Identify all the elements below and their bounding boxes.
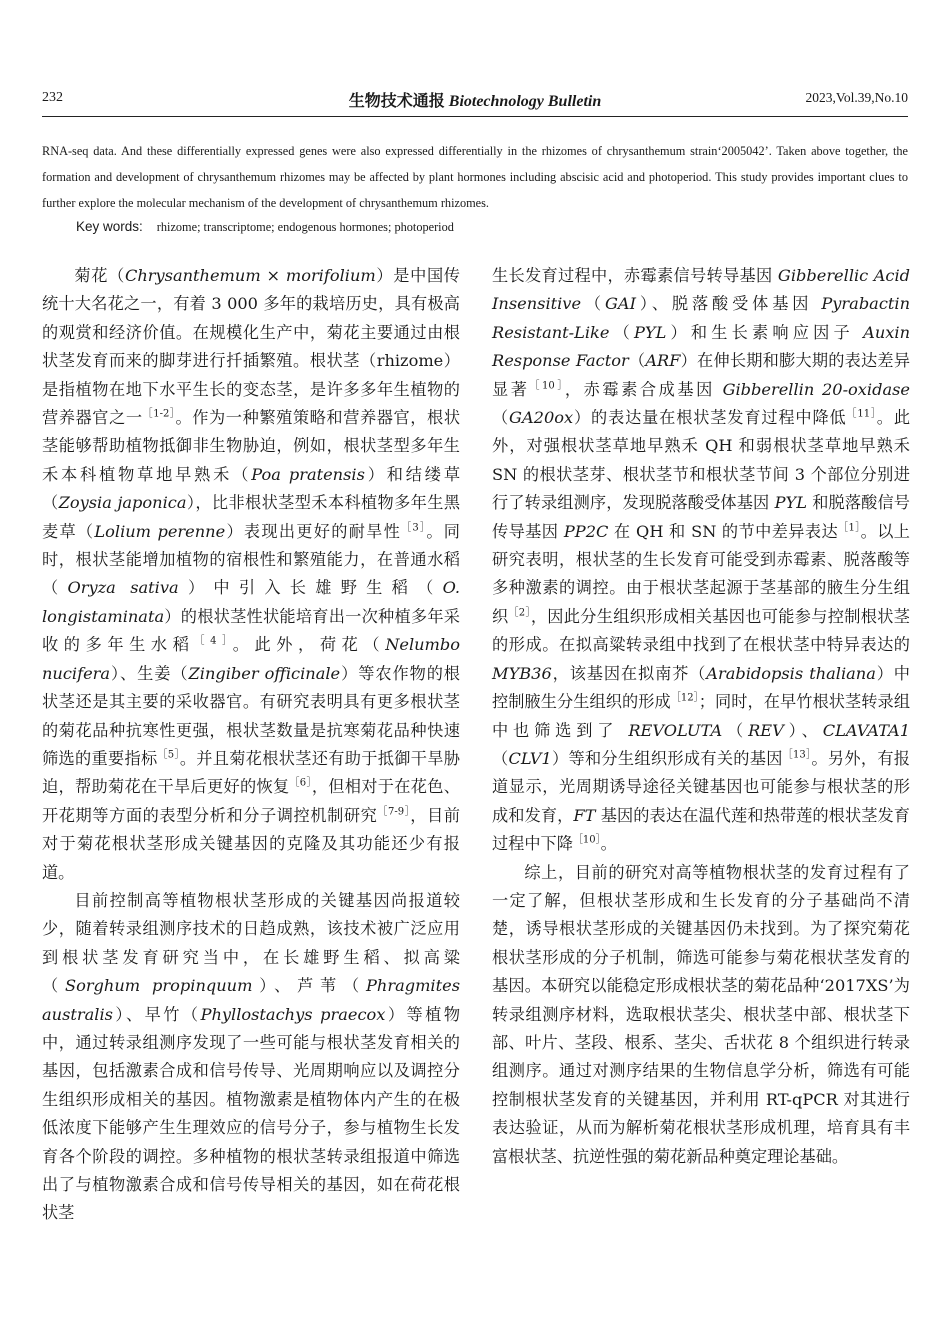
citation: ［1］ xyxy=(838,522,861,534)
page-number: 232 xyxy=(42,90,63,105)
abstract-english xyxy=(42,138,908,216)
citation: ［4］ xyxy=(194,635,233,647)
citation: ［10］ xyxy=(529,380,565,392)
citation: ［12］ xyxy=(670,692,699,704)
body-column-left xyxy=(42,262,460,1228)
issue-info: 2023,Vol.39,No.10 xyxy=(805,90,908,105)
keywords xyxy=(76,216,908,238)
citation: ［10］ xyxy=(572,834,601,846)
citation: ［2］ xyxy=(508,607,531,619)
paragraph-intro: 菊花（Chrysanthemum × morifolium）是中国传统十大名花之一，有着 3 000 多年的栽培历史，具有极高的观赏和经济价值。在规模化生产中，菊花主要通过由根状茎发育而来的脚芽进行扦插繁殖。根状茎（rhizome）是指植物在地下水平生长的变态茎，是许多多年生植物的营养器官之一$^{[1-2]}$。作为一种繁殖策略和营养器官，根状茎能够帮助植物抵御非生物胁迫，例如，根状茎型多年生禾本科植物草地早熟禾（Poa pratensis）和结缕草（Zoysia japonica），比非根状茎型禾本科植物多年生黑麦草（Lolium perenne）表现出更好的耐旱性$^{[3]}$。同时，根状茎能增加植物的宿根性和繁殖能力，在普通水稻（Oryza sativa）中引入长雄野生稻（O. longistaminata）的根状茎性状能培育出一次种植多年采收的多年生水稻$^{[4]}$。此外，荷花（Nelumbo nucifera）、生姜（Zingiber officinale）等农作物的根状茎还是其主要的采收器官。有研究表明具有更多根状茎的菊花品种抗寒性更强，根状茎数量是抗寒菊花品种快速筛选的重要指标$^{[5]}$。并且菊花根状茎还有助于抵御干旱胁迫，帮助菊花在干旱后更好的恢复$^{[6]}$，但相对于在花色、开花期等方面的表型分析和分子调控机制研究$^{[7-9]}$，目前对于菊花根状茎形成关键基因的克隆及其功能还少有报道。 xyxy=(42,266,461,882)
body-column-right xyxy=(492,262,910,1171)
journal-title xyxy=(42,88,908,111)
citation: ［11］ xyxy=(846,408,877,420)
citation: ［6］ xyxy=(289,777,312,789)
abstract-text: RNA-seq data. And these differentially expressed genes were also expressed differentially in the rhizomes of chrysanthemum strain‘2005042’. Taken above together, the formation and development of chrysanthemum rhizomes may be affected by plant hormones including abscisic acid and photoperiod. This study provides important clues to further explore the molecular mechanism of the development of chrysanthemum rhizomes. xyxy=(42,144,908,210)
journal-title-en: Biotechnology Bulletin xyxy=(448,93,602,110)
citation: ［13］ xyxy=(782,749,812,761)
keywords-text: rhizome; transcriptome; endogenous hormones; photoperiod xyxy=(156,220,454,234)
paragraph-research-status: 目前控制高等植物根状茎形成的关键基因尚报道较少，随着转录组测序技术的日趋成熟，该技术被广泛应用到根状茎发育研究当中，在长雄野生稻、拟高粱（Sorghum propinquum）、芦苇（Phragmites australis）、早竹（Phyllostachys praecox）等植物中，通过转录组测序发现了一些可能与根状茎发育相关的基因，包括激素合成和信号传导、光周期响应以及调控分生组织形成相关的基因。植物激素是植物体内产生的在极低浓度下能够产生生理效应的信号分子，参与植物生长发育各个阶段的调控。多种植物的根状茎转录组报道中筛选出了与植物激素合成和信号传导相关的基因，如在荷花根状茎 xyxy=(42,890,461,1223)
citation: ［3］ xyxy=(401,522,427,534)
paragraph-research-status-continued: 生长发育过程中，赤霉素信号转导基因 Gibberellic Acid Insensitive（GAI）、脱落酸受体基因 Pyrabactin Resistant-Like（PYL）和生长素响应因子 Auxin Response Factor（ARF）在伸长期和膨大期的表达差异显著$^{[10]}$，赤霉素合成基因 Gibberellin 20-oxidase（GA20ox）的表达量在根状茎发育过程中降低$^{[11]}$。此外，对强根状茎草地早熟禾 QH 和弱根状茎草地早熟禾 SN 的根状茎芽、根状茎节和根状茎节间 3 个部位分别进行了转录组测序，发现脱落酸受体基因 PYL 和脱落酸信号传导基因 PP2C 在 QH 和 SN 的节中差异表达$^{[1]}$。以上研究表明，根状茎的生长发育可能受到赤霉素、脱落酸等多种激素的调控。由于根状茎起源于茎基部的腋生分生组织$^{[2]}$，因此分生组织形成相关基因也可能参与控制根状茎的形成。在拟高粱转录组中找到了在根状茎中特异表达的 MYB36，该基因在拟南芥（Arabidopsis thaliana）中控制腋生分生组织的形成$^{[12]}$；同时，在早竹根状茎转录组中也筛选到了 REVOLUTA（REV）、CLAVATA1（CLV1）等和分生组织形成有关的基因$^{[13]}$。另外，有报道显示，光周期诱导途径关键基因也可能参与根状茎的形成和发育，FT 基因的表达在温代莲和热带莲的根状茎发育过程中下降$^{[10]}$。 xyxy=(492,266,911,854)
citation: ［1-2］ xyxy=(142,408,176,420)
journal-title-cn: 生物技术通报 xyxy=(348,93,445,110)
keywords-label: Key words: xyxy=(76,219,143,234)
page-header xyxy=(42,88,908,114)
header-divider xyxy=(42,116,908,117)
paragraph-study-aim: 综上，目前的研究对高等植物根状茎的发育过程有了一定了解，但根状茎形成和生长发育的分子基础尚不清楚，诱导根状茎形成的关键基因仍未找到。为了探究菊花根状茎形成的分子机制，筛选可能参与菊花根状茎发育的基因。本研究以能稳定形成根状茎的菊花品种‘2017XS’为转录组测序材料，选取根状茎尖、根状茎中部、根状茎下部、叶片、茎段、根系、茎尖、舌状花 8 个组织进行转录组测序。通过对测序结果的生物信息学分析，筛选有可能控制根状茎发育的关键基因，并利用 RT-qPCR 对其进行表达验证，从而为解析菊花根状茎形成机理，培育具有丰富根状茎、抗逆性强的菊花新品种奠定理论基础。 xyxy=(492,862,910,1166)
citation: ［5］ xyxy=(157,749,180,761)
citation: ［7-9］ xyxy=(377,806,411,818)
